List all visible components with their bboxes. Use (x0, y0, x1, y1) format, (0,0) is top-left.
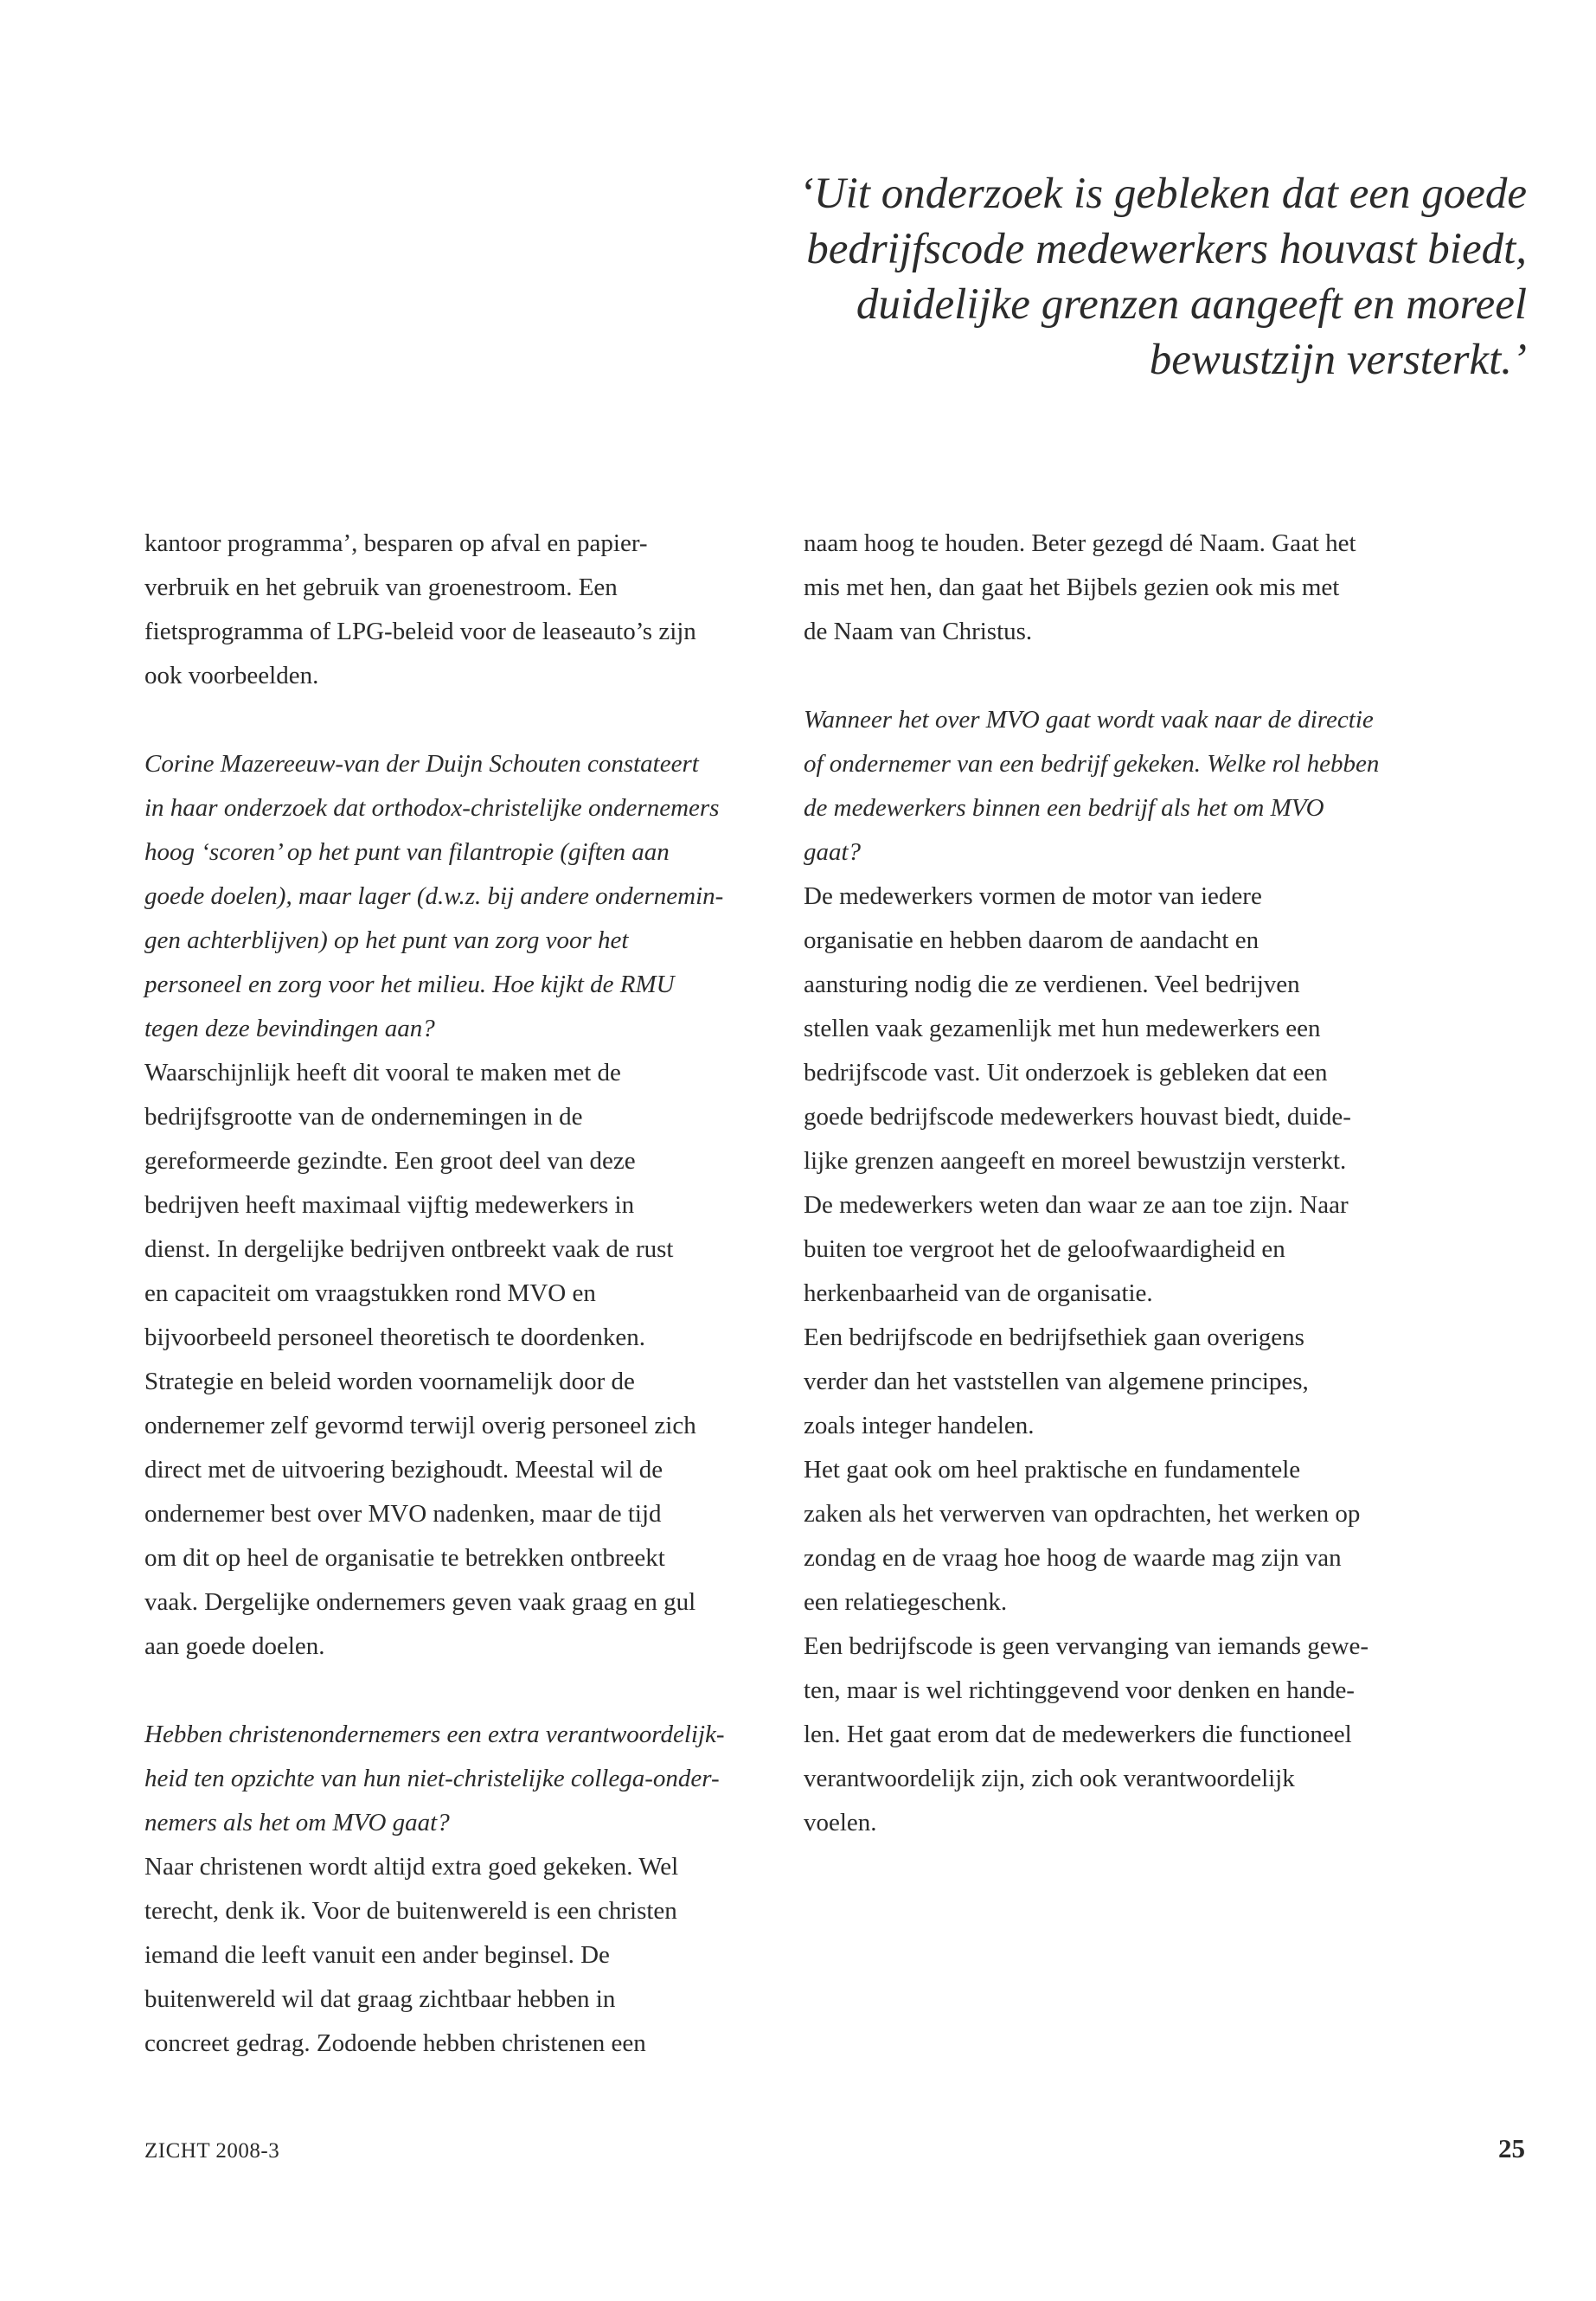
text-line: naam hoog te houden. Beter gezegd dé Naam. Gaat het (804, 529, 1356, 557)
text-line: Naar christenen wordt altijd extra goed gekeken. Wel (144, 1853, 679, 1881)
text-line: bedrijfsgrootte van de ondernemingen in de (144, 1103, 583, 1131)
text-line: goede bedrijfscode medewerkers houvast biedt, duide- (804, 1103, 1351, 1131)
text-line: stellen vaak gezamenlijk met hun medewerkers een (804, 1015, 1321, 1042)
text-line: bedrijfscode vast. Uit onderzoek is gebleken dat een (804, 1059, 1328, 1086)
text-line: Hebben christenondernemers een extra verantwoordelijk- (144, 1721, 725, 1748)
interview-question (804, 698, 1461, 875)
interview-answer (144, 1845, 802, 2066)
text-line: terecht, denk ik. Voor de buitenwereld is een christen (144, 1897, 677, 1925)
text-line: ook voorbeelden. (144, 662, 319, 689)
text-line: personeel en zorg voor het milieu. Hoe kijkt de RMU (144, 971, 675, 998)
text-line: goede doelen), maar lager (d.w.z. bij andere ondernemin- (144, 882, 724, 910)
text-line: dienst. In dergelijke bedrijven ontbreekt vaak de rust (144, 1235, 674, 1263)
left-column (144, 522, 802, 2066)
text-line: voelen. (804, 1809, 877, 1836)
text-line: ondernemer best over MVO nadenken, maar de tijd (144, 1500, 662, 1528)
text-line: organisatie en hebben daarom de aandacht en (804, 926, 1259, 954)
text-line: bijvoorbeeld personeel theoretisch te doordenken. (144, 1324, 645, 1351)
text-line: de Naam van Christus. (804, 618, 1033, 645)
text-line: buiten toe vergroot het de geloofwaardigheid en (804, 1235, 1285, 1263)
text-line: iemand die leeft vanuit een ander beginsel. De (144, 1941, 610, 1969)
text-line: kantoor programma’, besparen op afval en papier- (144, 529, 648, 557)
text-line: Wanneer het over MVO gaat wordt vaak naar de directie (804, 706, 1374, 734)
pull-quote (662, 166, 1527, 388)
paragraph-gap (804, 654, 1461, 698)
text-line: fietsprogramma of LPG-beleid voor de leaseauto’s zijn (144, 618, 696, 645)
text-line: om dit op heel de organisatie te betrekken ontbreekt (144, 1544, 665, 1572)
publication-footer: ZICHT 2008-3 (144, 2139, 280, 2163)
text-line: verbruik en het gebruik van groenestroom. Een (144, 574, 618, 601)
text-line: gaat? (804, 838, 862, 866)
text-line: gen achterblijven) op het punt van zorg voor het (144, 926, 629, 954)
text-line: tegen deze bevindingen aan? (144, 1015, 435, 1042)
text-line: Waarschijnlijk heeft dit vooral te maken met de (144, 1059, 621, 1086)
text-line: De medewerkers weten dan waar ze aan toe zijn. Naar (804, 1191, 1349, 1219)
text-line: zondag en de vraag hoe hoog de waarde mag zijn van (804, 1544, 1342, 1572)
text-line: len. Het gaat erom dat de medewerkers die functioneel (804, 1721, 1352, 1748)
intro-paragraph (144, 522, 802, 698)
paragraph-gap (144, 1669, 802, 1713)
text-line: concreet gedrag. Zodoende hebben christenen een (144, 2029, 646, 2057)
right-column (804, 522, 1461, 1845)
text-line: nemers als het om MVO gaat? (144, 1809, 450, 1836)
text-line: lijke grenzen aangeeft en moreel bewustzijn versterkt. (804, 1147, 1347, 1175)
text-line: ten, maar is wel richtinggevend voor denken en hande- (804, 1676, 1355, 1704)
text-line: zaken als het verwerven van opdrachten, het werken op (804, 1500, 1361, 1528)
text-line: heid ten opzichte van hun niet-christelijke collega-onder- (144, 1765, 720, 1792)
interview-question (144, 742, 802, 1051)
text-line: buitenwereld wil dat graag zichtbaar hebben in (144, 1985, 616, 2013)
text-line: in haar onderzoek dat orthodox-christelijke ondernemers (144, 794, 720, 822)
pull-quote-line: bewustzijn versterkt.’ (1149, 336, 1527, 384)
text-line: ondernemer zelf gevormd terwijl overig personeel zich (144, 1412, 696, 1439)
text-line: Corine Mazereeuw-van der Duijn Schouten constateert (144, 750, 699, 778)
text-line: hoog ‘scoren’ op het punt van filantropie (giften aan (144, 838, 670, 866)
pull-quote-line: duidelijke grenzen aangeeft en moreel (856, 280, 1527, 329)
text-line: herkenbaarheid van de organisatie. (804, 1279, 1153, 1307)
text-line: De medewerkers vormen de motor van iedere (804, 882, 1262, 910)
page-number: 25 (1498, 2133, 1525, 2163)
continued-paragraph (804, 522, 1461, 654)
text-line: Een bedrijfscode en bedrijfsethiek gaan overigens (804, 1324, 1304, 1351)
text-line: vaak. Dergelijke ondernemers geven vaak graag en gul (144, 1588, 696, 1616)
text-line: direct met de uitvoering bezighoudt. Meestal wil de (144, 1456, 663, 1484)
text-line: zoals integer handelen. (804, 1412, 1035, 1439)
text-line: verantwoordelijk zijn, zich ook verantwoordelijk (804, 1765, 1295, 1792)
pull-quote-line: bedrijfscode medewerkers houvast biedt, (806, 225, 1527, 273)
text-line: de medewerkers binnen een bedrijf als het om MVO (804, 794, 1324, 822)
text-line: een relatiegeschenk. (804, 1588, 1008, 1616)
interview-answer (804, 875, 1461, 1845)
interview-question (144, 1713, 802, 1845)
text-line: aan goede doelen. (144, 1632, 325, 1660)
text-line: Het gaat ook om heel praktische en fundamentele (804, 1456, 1301, 1484)
text-line: Een bedrijfscode is geen vervanging van iemands gewe- (804, 1632, 1369, 1660)
pull-quote-line: ‘Uit onderzoek is gebleken dat een goede (798, 170, 1527, 218)
text-line: verder dan het vaststellen van algemene principes, (804, 1368, 1309, 1395)
text-line: en capaciteit om vraagstukken rond MVO en (144, 1279, 596, 1307)
text-line: mis met hen, dan gaat het Bijbels gezien ook mis met (804, 574, 1340, 601)
paragraph-gap (144, 698, 802, 742)
interview-answer (144, 1051, 802, 1669)
text-line: gereformeerde gezindte. Een groot deel van deze (144, 1147, 636, 1175)
text-line: Strategie en beleid worden voornamelijk door de (144, 1368, 635, 1395)
text-line: bedrijven heeft maximaal vijftig medewerkers in (144, 1191, 635, 1219)
text-line: of ondernemer van een bedrijf gekeken. Welke rol hebben (804, 750, 1380, 778)
text-line: aansturing nodig die ze verdienen. Veel bedrijven (804, 971, 1300, 998)
